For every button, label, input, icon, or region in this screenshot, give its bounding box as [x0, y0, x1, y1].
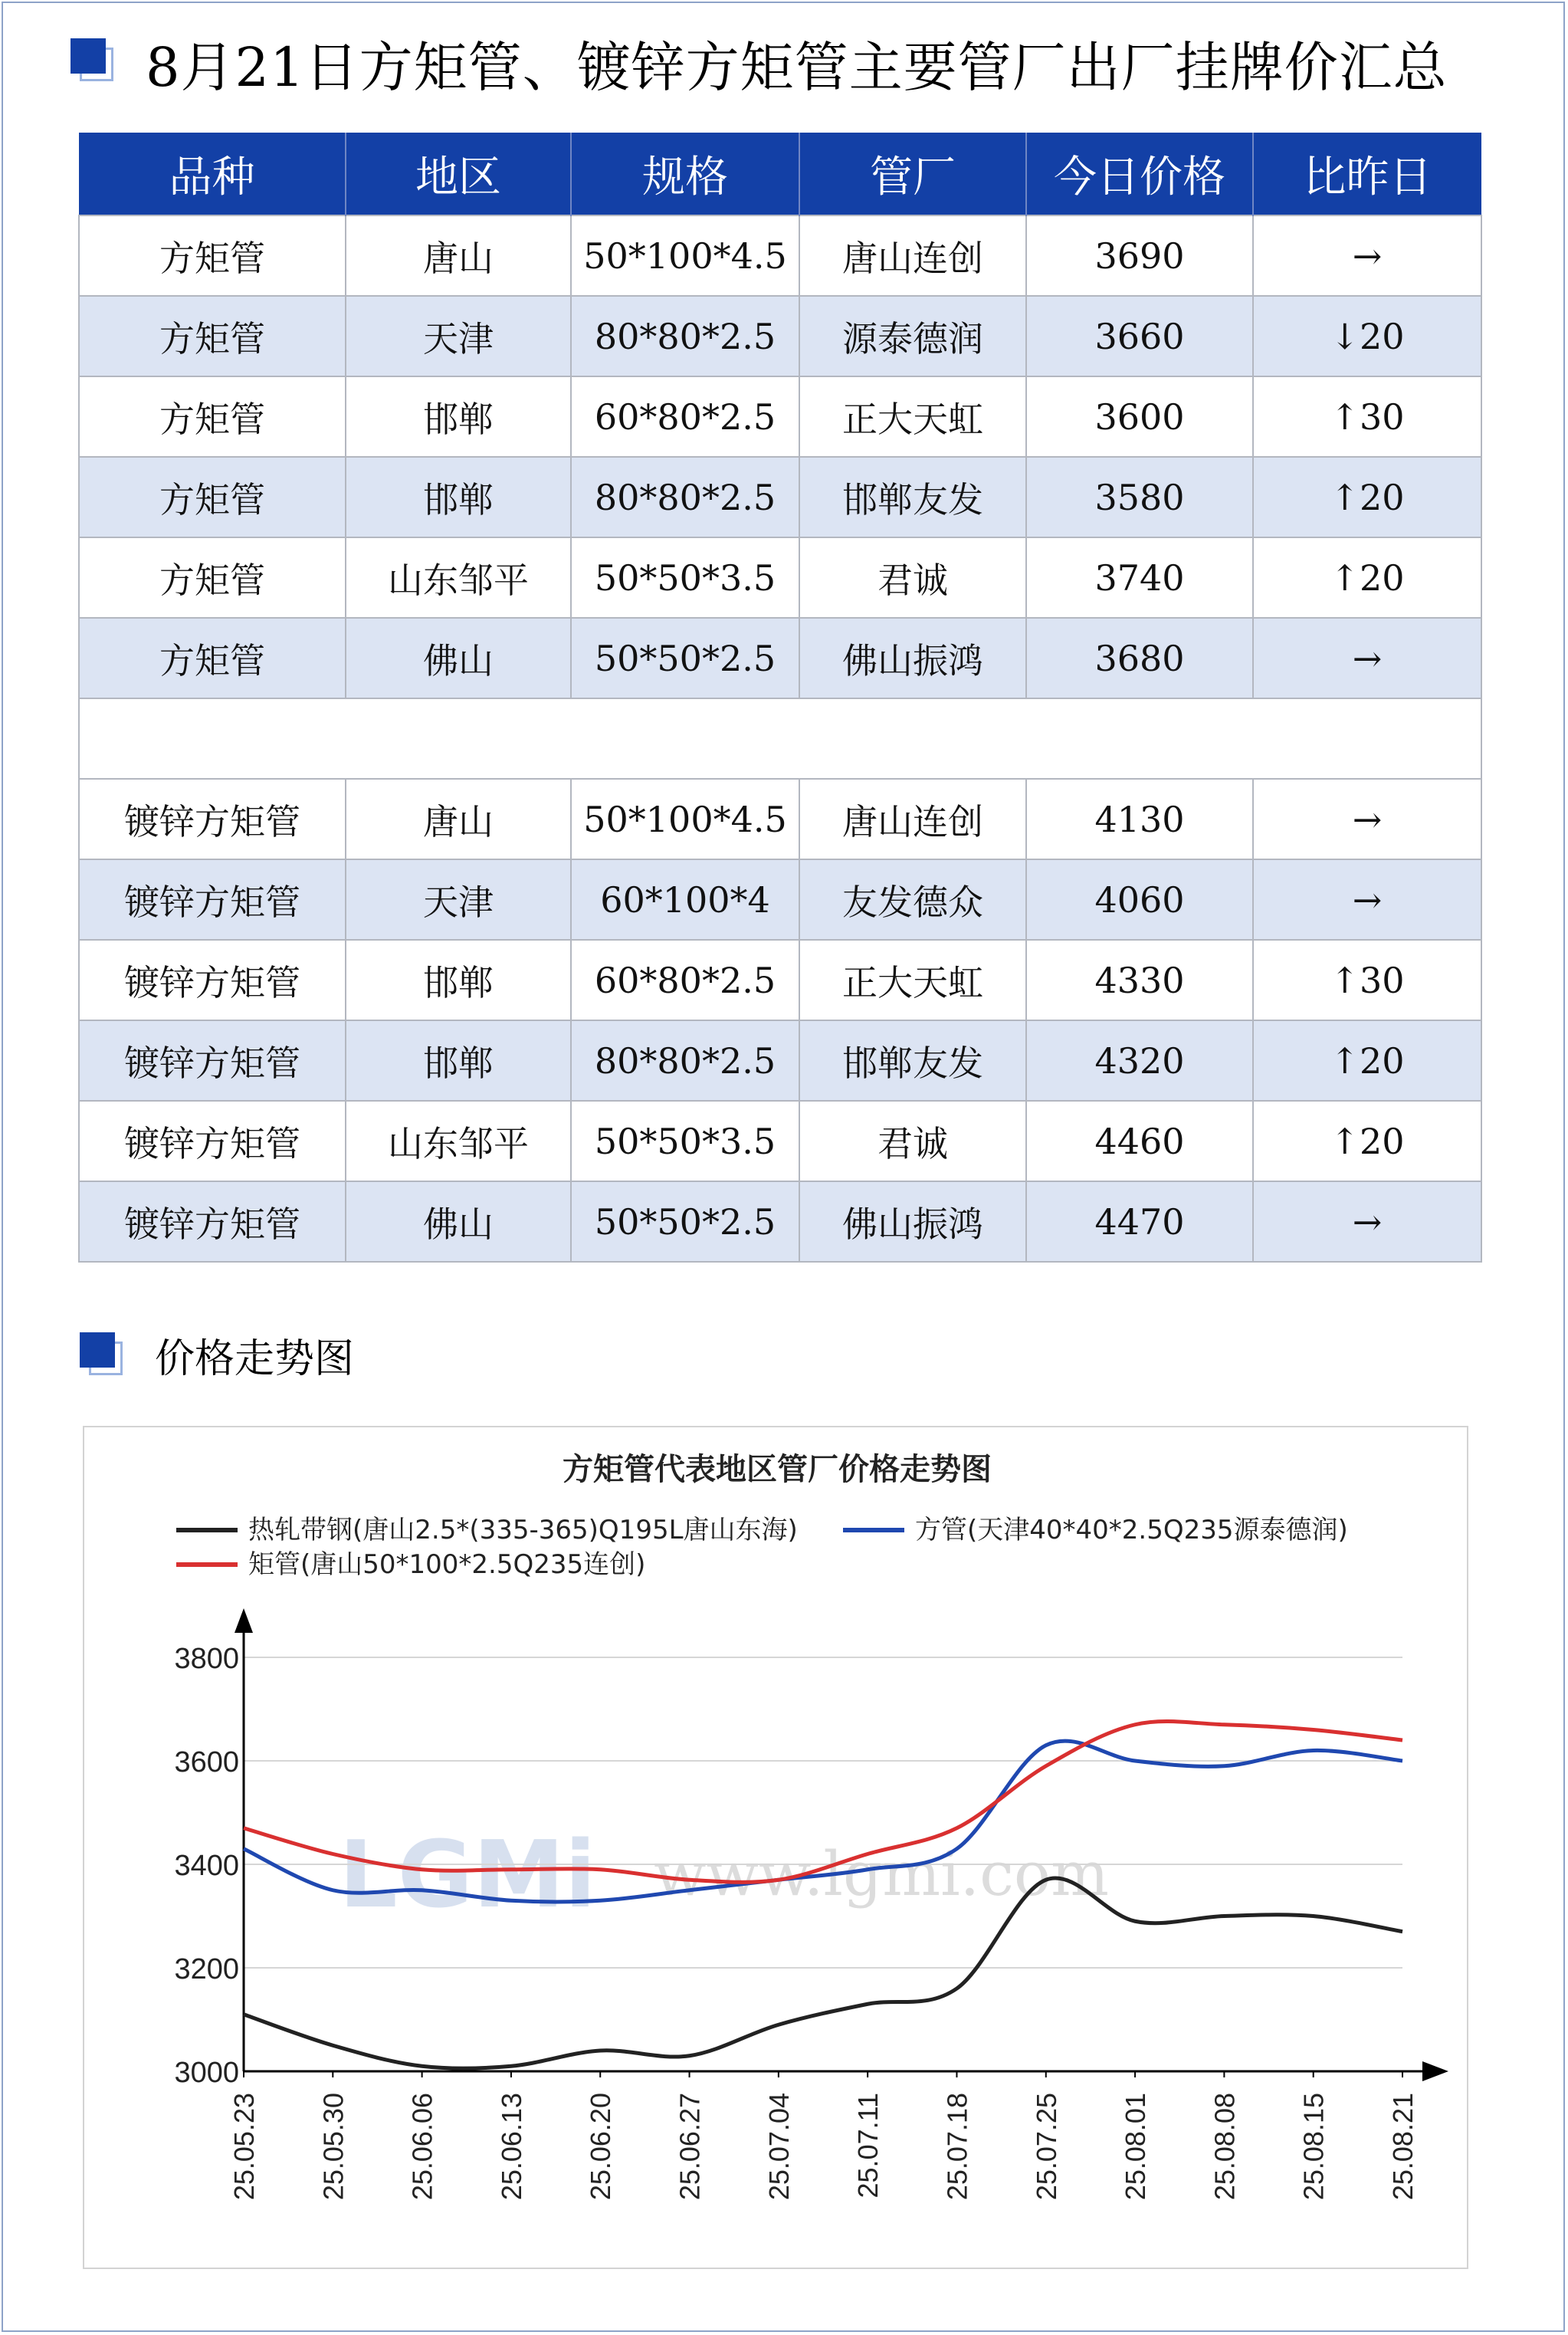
cell-variety: 镀锌方矩管: [79, 859, 346, 940]
cell-change: ↑30: [1253, 940, 1481, 1020]
cell-change: ↑30: [1253, 376, 1481, 457]
cell-change: →: [1253, 779, 1481, 859]
cell-price: 3660: [1026, 296, 1253, 376]
cell-spec: 50*100*4.5: [571, 215, 799, 296]
table-row: [79, 457, 1481, 537]
cell-mill: 邯郸友发: [799, 1020, 1026, 1101]
cell-variety: 方矩管: [79, 457, 346, 537]
x-tick-label: 25.07.18: [941, 2093, 973, 2201]
y-tick-label: 3800: [174, 1643, 239, 1675]
x-tick-label: 25.07.11: [852, 2093, 884, 2199]
x-tick-label: 25.06.06: [406, 2093, 438, 2201]
cell-region: 天津: [346, 859, 571, 940]
x-tick-label: 25.06.20: [585, 2093, 617, 2201]
cell-variety: 方矩管: [79, 537, 346, 618]
cell-spec: 50*100*4.5: [571, 779, 799, 859]
trend-section-title: 价格走势图: [155, 1336, 355, 1382]
cell-price: 4320: [1026, 1020, 1253, 1101]
x-tick-label: 25.07.04: [763, 2093, 795, 2201]
cell-price: 3680: [1026, 618, 1253, 698]
x-axis-arrow-icon: [1422, 2061, 1448, 2081]
price-trend-chart: [83, 1426, 1468, 2269]
column-header-spec: 规格: [571, 133, 799, 215]
cell-price: 4130: [1026, 779, 1253, 859]
cell-mill: 君诚: [799, 537, 1026, 618]
watermark-url: www.lgmi.com: [654, 1838, 1109, 1910]
section-marker-icon: [71, 38, 115, 83]
cell-spec: 80*80*2.5: [571, 457, 799, 537]
y-tick-label: 3600: [174, 1746, 239, 1778]
table-spacer-row: [79, 698, 1481, 779]
price-table: [78, 133, 1482, 1263]
cell-spec: 60*80*2.5: [571, 376, 799, 457]
cell-price: 3690: [1026, 215, 1253, 296]
cell-region: 山东邹平: [346, 1101, 571, 1181]
cell-price: 3740: [1026, 537, 1253, 618]
cell-region: 邯郸: [346, 1020, 571, 1101]
cell-variety: 方矩管: [79, 215, 346, 296]
cell-spec: 50*50*3.5: [571, 537, 799, 618]
table-row: [79, 537, 1481, 618]
cell-mill: 友发德众: [799, 859, 1026, 940]
cell-price: 4460: [1026, 1101, 1253, 1181]
column-header-price: 今日价格: [1026, 133, 1253, 215]
legend-label: 热轧带钢(唐山2.5*(335-365)Q195L唐山东海): [248, 1515, 798, 1545]
cell-variety: 镀锌方矩管: [79, 779, 346, 859]
cell-spec: 50*50*3.5: [571, 1101, 799, 1181]
x-tick-label: 25.05.23: [228, 2093, 260, 2201]
column-header-change: 比昨日: [1253, 133, 1481, 215]
spacer-cell: [79, 698, 1481, 779]
cell-variety: 镀锌方矩管: [79, 940, 346, 1020]
cell-mill: 邯郸友发: [799, 457, 1026, 537]
cell-price: 3580: [1026, 457, 1253, 537]
cell-change: ↑20: [1253, 1020, 1481, 1101]
page-title: 8月21日方矩管、镀锌方矩管主要管厂出厂挂牌价汇总: [146, 36, 1448, 99]
cell-mill: 唐山连创: [799, 779, 1026, 859]
cell-change: ↓20: [1253, 296, 1481, 376]
table-row: [79, 215, 1481, 296]
table-row: [79, 779, 1481, 859]
cell-variety: 镀锌方矩管: [79, 1181, 346, 1262]
cell-price: 3600: [1026, 376, 1253, 457]
x-tick-label: 25.06.13: [495, 2093, 527, 2201]
column-header-region: 地区: [346, 133, 571, 215]
cell-change: ↑20: [1253, 457, 1481, 537]
cell-variety: 方矩管: [79, 296, 346, 376]
y-tick-label: 3400: [174, 1850, 239, 1882]
x-tick-label: 25.08.15: [1297, 2093, 1330, 2201]
table-row: [79, 940, 1481, 1020]
cell-spec: 50*50*2.5: [571, 618, 799, 698]
cell-spec: 80*80*2.5: [571, 296, 799, 376]
cell-price: 4330: [1026, 940, 1253, 1020]
x-tick-label: 25.08.21: [1387, 2093, 1419, 2201]
table-row: [79, 859, 1481, 940]
cell-region: 邯郸: [346, 940, 571, 1020]
table-row: [79, 1181, 1481, 1262]
cell-spec: 60*100*4: [571, 859, 799, 940]
cell-region: 山东邹平: [346, 537, 571, 618]
cell-change: ↑20: [1253, 1101, 1481, 1181]
watermark-logo: LGMi: [339, 1822, 596, 1929]
cell-change: ↑20: [1253, 537, 1481, 618]
chart-canvas: [84, 1427, 1470, 2271]
section-marker-icon: [80, 1332, 124, 1377]
cell-variety: 镀锌方矩管: [79, 1101, 346, 1181]
cell-change: →: [1253, 618, 1481, 698]
cell-price: 4060: [1026, 859, 1253, 940]
table-row: [79, 376, 1481, 457]
x-tick-label: 25.05.30: [317, 2093, 349, 2201]
cell-mill: 源泰德润: [799, 296, 1026, 376]
cell-mill: 正大天虹: [799, 940, 1026, 1020]
table-header-row: [79, 133, 1481, 215]
cell-spec: 80*80*2.5: [571, 1020, 799, 1101]
cell-region: 唐山: [346, 779, 571, 859]
cell-region: 邯郸: [346, 376, 571, 457]
y-tick-label: 3200: [174, 1953, 239, 1985]
x-tick-label: 25.07.25: [1030, 2093, 1062, 2201]
table-row: [79, 618, 1481, 698]
cell-region: 佛山: [346, 1181, 571, 1262]
table-row: [79, 296, 1481, 376]
cell-region: 邯郸: [346, 457, 571, 537]
cell-variety: 方矩管: [79, 376, 346, 457]
cell-mill: 正大天虹: [799, 376, 1026, 457]
cell-spec: 60*80*2.5: [571, 940, 799, 1020]
cell-region: 天津: [346, 296, 571, 376]
cell-region: 唐山: [346, 215, 571, 296]
cell-mill: 佛山振鸿: [799, 1181, 1026, 1262]
column-header-mill: 管厂: [799, 133, 1026, 215]
cell-variety: 镀锌方矩管: [79, 1020, 346, 1101]
cell-region: 佛山: [346, 618, 571, 698]
legend-label: 矩管(唐山50*100*2.5Q235连创): [248, 1549, 646, 1580]
cell-mill: 佛山振鸿: [799, 618, 1026, 698]
column-header-variety: 品种: [79, 133, 346, 215]
legend-label: 方管(天津40*40*2.5Q235源泰德润): [915, 1515, 1348, 1545]
table-row: [79, 1101, 1481, 1181]
x-tick-label: 25.08.01: [1120, 2093, 1152, 2201]
x-tick-label: 25.08.08: [1209, 2093, 1241, 2201]
y-axis-arrow-icon: [235, 1608, 253, 1633]
table-row: [79, 1020, 1481, 1101]
cell-change: →: [1253, 859, 1481, 940]
cell-mill: 唐山连创: [799, 215, 1026, 296]
chart-title: 方矩管代表地区管厂价格走势图: [563, 1452, 992, 1487]
y-tick-label: 3000: [174, 2057, 239, 2089]
cell-change: →: [1253, 1181, 1481, 1262]
cell-variety: 方矩管: [79, 618, 346, 698]
cell-price: 4470: [1026, 1181, 1253, 1262]
x-tick-label: 25.06.27: [674, 2093, 706, 2201]
cell-spec: 50*50*2.5: [571, 1181, 799, 1262]
cell-mill: 君诚: [799, 1101, 1026, 1181]
cell-change: →: [1253, 215, 1481, 296]
